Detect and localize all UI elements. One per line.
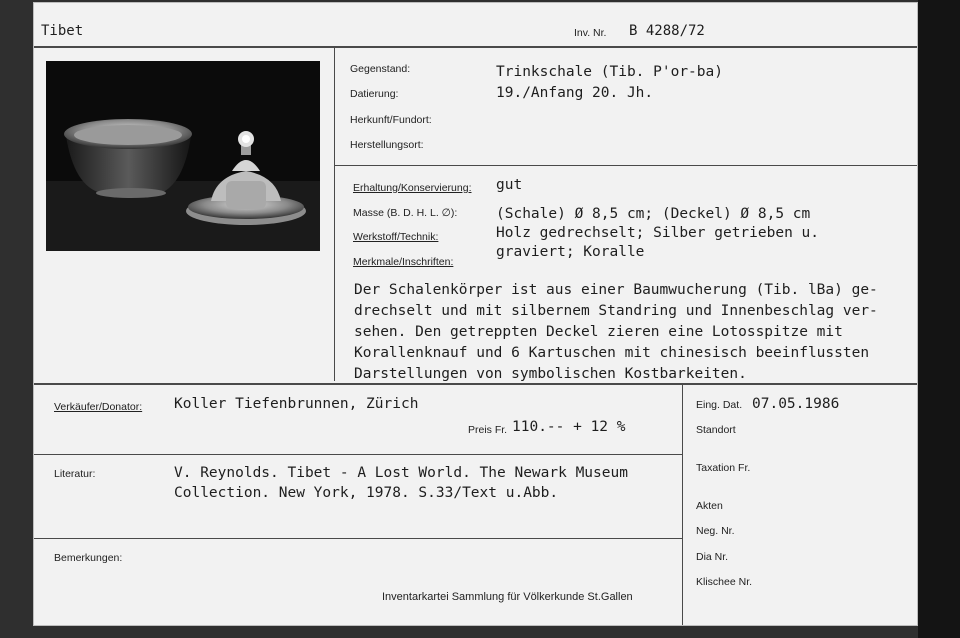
inv-number: B 4288/72 [629,23,705,39]
masse-label: Masse (B. D. H. L. ∅): [353,207,458,219]
erhaltung-value: gut [496,177,523,193]
card-footer: Inventarkartei Sammlung für Völkerkunde St.Gallen [382,591,633,603]
erhaltung-label: Erhaltung/Konservierung: [353,182,472,194]
right-column-divider [682,385,683,625]
film-edge [918,0,960,638]
herkunft-label: Herkunft/Fundort: [350,114,432,126]
gegenstand-label: Gegenstand: [350,63,411,75]
literature-label: Literatur: [54,468,96,480]
literature-line-1: V. Reynolds. Tibet - A Lost World. The Newark Museum [174,465,628,481]
merkmale-label: Merkmale/Inschriften: [353,256,454,268]
seller-value: Koller Tiefenbrunnen, Zürich [174,396,419,412]
description-line: Darstellungen von symbolischen Kostbarkeiten. [354,366,747,382]
section-divider-3 [34,454,682,455]
standort-label: Standort [696,424,736,436]
description [354,280,914,385]
bowl-with-lid-photo-icon [46,61,320,251]
remarks-label: Bemerkungen: [54,552,123,564]
herstellungsort-label: Herstellungsort: [350,139,424,151]
datierung-label: Datierung: [350,88,399,100]
eing-dat-label: Eing. Dat. [696,399,743,411]
masse-value: (Schale) Ø 8,5 cm; (Deckel) Ø 8,5 cm [496,206,811,222]
gegenstand-value: Trinkschale (Tib. P'or-ba) [496,64,723,80]
werkstoff-value-1: Holz gedrechselt; Silber getrieben u. [496,225,820,241]
description-line: sehen. Den getreppten Deckel zieren eine Lotosspitze mit [354,324,843,340]
werkstoff-label: Werkstoff/Technik: [353,231,439,243]
description-line: Der Schalenkörper ist aus einer Baumwucherung (Tib. lBa) ge- [354,282,878,298]
klischee-nr-label: Klischee Nr. [696,576,753,588]
dia-nr-label: Dia Nr. [696,551,729,563]
section-divider-1 [335,165,917,166]
inventory-card [33,2,918,626]
price-label: Preis Fr. [468,424,508,436]
datierung-value: 19./Anfang 20. Jh. [496,85,654,101]
literature-line-2: Collection. New York, 1978. S.33/Text u.Abb. [174,485,559,501]
price-value: 110.-- + 12 % [512,419,626,435]
header-divider [34,46,917,48]
akten-label: Akten [696,500,723,512]
section-divider-4 [34,538,682,539]
description-line: Korallenknauf und 6 Kartuschen mit chinesisch beeinflussten [354,345,870,361]
inv-number-label: Inv. Nr. [574,27,607,39]
taxation-label: Taxation Fr. [696,462,751,474]
werkstoff-value-2: graviert; Koralle [496,244,645,260]
eing-dat-value: 07.05.1986 [752,396,840,412]
object-photo [46,61,320,251]
vertical-divider [334,48,335,381]
section-divider-2 [34,383,917,385]
seller-label: Verkäufer/Donator: [54,401,143,413]
region-title: Tibet [41,23,84,39]
neg-nr-label: Neg. Nr. [696,525,735,537]
description-line: drechselt und mit silbernem Standring und Innenbeschlag ver- [354,303,878,319]
